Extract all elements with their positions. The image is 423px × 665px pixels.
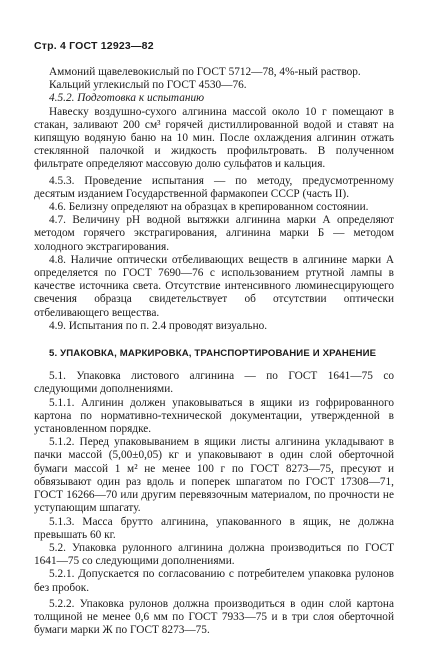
paragraph-4-5-3: 4.5.3. Проведение испытания — по методу, предусмотренному десятым изданием Государственной фармакопеи СССР (часть II). xyxy=(34,174,394,200)
paragraph-5-1-3: 5.1.3. Масса брутто алгинина, упакованного в ящик, не должна превышать 60 кг. xyxy=(34,515,394,541)
document-body xyxy=(34,66,394,637)
paragraph-5-1-2: 5.1.2. Перед упаковыванием в ящики листы алгинина укладывают в пачки массой (5,00±0,05) кг и упаковывают в один слой оберточной бумаги массой 1 м² не менее 100 г по ГОСТ 8273—75, пресуют и обвязывают один раз вдоль и поперек шпагатом по ГОСТ 17308—71, ГОСТ 16266—70 или другим перевязочным материалом, по прочности не уступающим шпагату. xyxy=(34,436,394,515)
reagent-calcium-carbonate: Кальций углекислый по ГОСТ 4530—76. xyxy=(49,79,247,92)
section-5-title: 5. УПАКОВКА, МАРКИРОВКА, ТРАНСПОРТИРОВАНИЕ И ХРАНЕНИЕ xyxy=(49,348,377,360)
paragraph-4-9: 4.9. Испытания по п. 2.4 проводят визуально. xyxy=(49,319,268,332)
paragraph-5-2-2: 5.2.2. Упаковка рулонов должна производиться в один слой картона толщиной не менее 0,6 мм по ГОСТ 7933—75 и в три слоя оберточной бумаги марки Ж по ГОСТ 8273—75. xyxy=(34,597,394,637)
paragraph-5-2-1: 5.2.1. Допускается по согласованию с потребителем упаковка рулонов без пробок. xyxy=(34,568,394,594)
subsection-heading-preparation: 4.5.2. Подготовка к испытанию xyxy=(49,92,205,105)
reagent-ammonium-oxalate: Аммоний щавелевокислый по ГОСТ 5712—78, 4%-ный раствор. xyxy=(49,66,361,78)
paragraph-5-1-1: 5.1.1. Алгинин должен упаковываться в ящики из гофрированного картона по нормативно-технической документации, утвержденной в установленном порядке. xyxy=(34,396,394,436)
paragraph-4-7: 4.7. Величину pH водной вытяжки алгинина марки А определяют методом горячего экстрагирования, алгинина марки Б — методом холодного экстрагирования. xyxy=(34,214,394,253)
paragraph-4-6: 4.6. Белизну определяют на образцах в крепированном состоянии. xyxy=(49,201,369,214)
paragraph-4-8: 4.8. Наличие оптически отбеливающих веществ в алгинине марки А определяется по ГОСТ 7690—76 с использованием ртутной лампы в качестве источника света. Отсутствие интенсивного люминесцирующего свечения образца свидетельствует об отсутствии оптически отбеливающего вещества. xyxy=(34,253,394,319)
paragraph-5-2: 5.2. Упаковка рулонного алгинина должна производиться по ГОСТ 1641—75 со следующими дополнениями. xyxy=(34,541,394,568)
paragraph-5-1: 5.1. Упаковка листового алгинина — по ГОСТ 1641—75 со следующими дополнениями. xyxy=(34,370,394,396)
page-header: Стр. 4 ГОСТ 12923—82 xyxy=(34,40,154,52)
paragraph-sample-preparation: Навеску воздушно-сухого алгинина массой около 10 г помещают в стакан, заливают 200 см³ горячей дистиллированной водой и ставят на кипящую водяную баню на 10 мин. После охлаждения алгинин отжать стеклянной палочкой и жидкость профильтровать. В полученном фильтрате определяют массовую долю сульфатов и кальция. xyxy=(34,105,394,171)
